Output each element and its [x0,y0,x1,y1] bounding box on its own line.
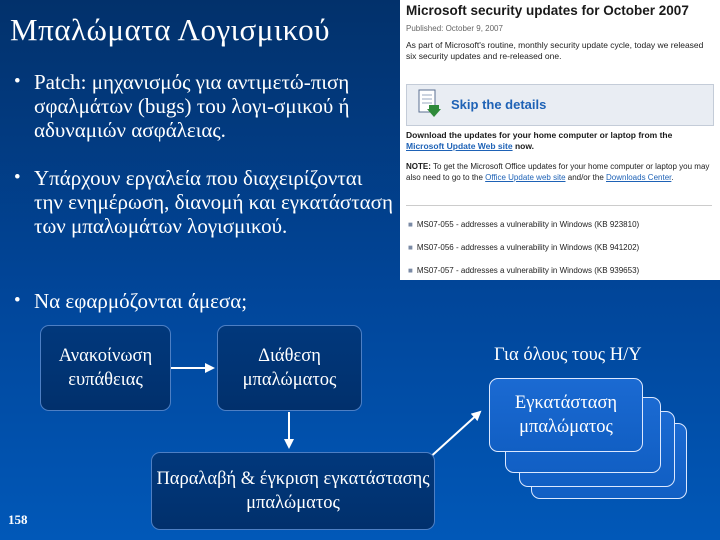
page-number: 158 [8,512,28,527]
slide-title: Μπαλώματα Λογισμικού [10,12,330,47]
patch-receive-approve-box: Παραλαβή & έγκριση εγκατάστασης μπαλώματος [151,452,435,530]
bulletin-item-text: MS07-056 - addresses a vulnerability in Windows (KB 941202) [416,243,640,252]
note-text-end: . [671,172,674,182]
patch-availability-box: Διάθεση μπαλώματος [217,325,362,411]
bulletin-published: Published: October 9, 2007 [406,24,503,33]
bullet-marker: • [14,290,21,311]
patch-install-box: Εγκατάσταση μπαλώματος [489,378,643,452]
download-text-start: Download the updates for your home computer or laptop from the [406,130,673,140]
vulnerability-announcement-box: Ανακοίνωση ευπάθειας [40,325,171,411]
bullet-dot-icon: ■ [408,266,413,275]
bulletin-item-text: MS07-055 - addresses a vulnerability in Windows (KB 923810) [416,220,640,229]
note-text-start: To get the Microsoft Office updates for your home computer or laptop you may also need to go to the [406,162,710,182]
bullet-marker: • [14,71,21,92]
bullet-dot-icon: ■ [408,243,413,252]
bullet-text: Υπάρχουν εργαλεία που διαχειρίζονται την ενημέρωση, διανομή και εγκατάσταση των μπαλωμάτων λογισμικού. [34,166,393,238]
bulletin-item-text: MS07-057 - addresses a vulnerability in Windows (KB 939653) [416,266,640,275]
bullet-text: Να εφαρμόζονται άμεσα; [34,289,248,313]
note-label: NOTE: [406,162,431,171]
note-text-mid: and/or the [565,172,606,182]
download-text-end: now. [512,141,534,151]
bullet-marker: • [14,167,21,188]
skip-details-link[interactable]: Skip the details [451,97,547,112]
microsoft-update-link[interactable]: Microsoft Update Web site [406,141,513,151]
for-all-computers-label: Για όλους τους Η/Υ [494,345,642,365]
bulletin-intro: As part of Microsoft's routine, monthly security update cycle, today we released six security updates and re-released one. [406,40,704,61]
bulletin-title: Microsoft security updates for October 2007 [406,3,689,18]
downloads-center-link[interactable]: Downloads Center [606,172,672,182]
bullet-dot-icon: ■ [408,220,413,229]
office-update-link[interactable]: Office Update web site [485,172,566,182]
bullet-text: Patch: μηχανισμός για αντιμετώ-πιση σφαλμάτων (bugs) του λογι-σμικού ή αδυναμιών ασφάλειας. [34,70,350,142]
